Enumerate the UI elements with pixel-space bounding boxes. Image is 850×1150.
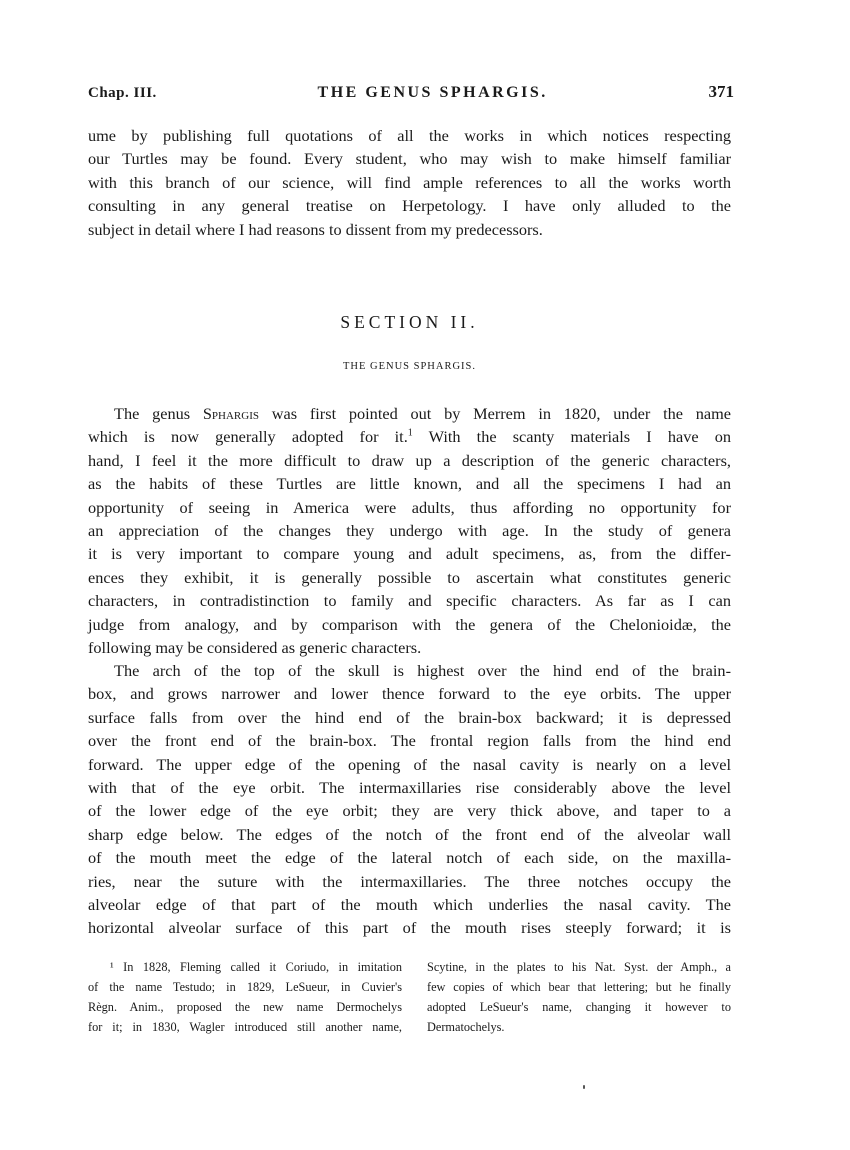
text-line: our Turtles may be found. Every student, who may wish to make himself familiar (88, 149, 731, 169)
text-line: over the front end of the brain-box. The frontal region falls from the hind end (88, 731, 731, 751)
footnote-line: Scytine, in the plates to his Nat. Syst. der Amph., a (427, 960, 731, 974)
text-line: as the habits of these Turtles are little known, and all the specimens I had an (88, 474, 731, 494)
text-line (88, 402, 731, 425)
text-line: surface falls from over the hind end of the brain-box backward; it is depressed (88, 707, 731, 727)
text-line: ries, near the suture with the intermaxillaries. The three notches occupy the (88, 871, 731, 891)
text-line: alveolar edge of that part of the mouth which underlies the nasal cavity. The (88, 894, 731, 914)
text-line: characters, in contradistinction to family and specific characters. As far as I can (88, 591, 731, 611)
text-line: with this branch of our science, will find ample references to all the works worth (88, 172, 731, 192)
text-line: subject in detail where I had reasons to dissent from my predecessors. (88, 219, 543, 239)
footnote-line: Dermatochelys. (427, 1020, 505, 1034)
text-line: with that of the eye orbit. The intermaxillaries rise considerably above the level (88, 777, 731, 797)
text-run: which is now generally adopted for it. (88, 427, 408, 447)
text-line: sharp edge below. The edges of the notch of the front end of the alveolar wall (88, 824, 731, 844)
genus-name: Sphargis (202, 404, 259, 423)
footnote-line: ¹ In 1828, Fleming called it Coriudo, in imitation (110, 960, 402, 974)
text-run: The genus (114, 404, 203, 423)
footnote-line: few copies of which bear that lettering; but he finally (427, 980, 731, 994)
section-heading: SECTION II. (340, 312, 479, 332)
text-line: opportunity of seeing in America were adults, thus affording no opportunity for (88, 497, 731, 517)
footnote-column-left (88, 957, 402, 1037)
footnote-column-right (417, 957, 731, 1037)
text-line: horizontal alveolar surface of this part of the mouth rises steeply forward; it is (88, 918, 731, 938)
text-line: box, and grows narrower and lower thence forward to the eye orbits. The upper (88, 684, 731, 704)
footnote-line: of the name Testudo; in 1829, LeSueur, in Cuvier's (88, 980, 402, 994)
paragraph-continued (88, 124, 731, 241)
page-number: 371 (708, 82, 734, 101)
text-line: hand, I feel it the more difficult to draw up a description of the generic characters, (88, 450, 731, 470)
footnote-marker: 1 (407, 427, 413, 439)
text-line: an appreciation of the changes they undergo with age. In the study of genera (88, 520, 731, 540)
paragraph-genus (88, 402, 731, 659)
text-line: it is very important to compare young and adult specimens, as, from the differ- (88, 544, 731, 564)
footnote-line: Règn. Anim., proposed the new name Dermochelys (88, 1000, 402, 1014)
text-run: was first pointed out by Merrem in 1820, under the name (258, 404, 731, 423)
print-speck (583, 1085, 585, 1089)
footnote-line: adopted LeSueur's name, changing it however to (427, 1000, 731, 1014)
text-line: of the mouth meet the edge of the lateral notch of each side, on the maxilla- (88, 848, 731, 868)
section-subheading: THE GENUS SPHARGIS. (342, 361, 477, 372)
text-line: ences they exhibit, it is generally possible to ascertain what constitutes generic (88, 567, 731, 587)
text-line: of the lower edge of the eye orbit; they are very thick above, and taper to a (88, 801, 731, 821)
text-line: ume by publishing full quotations of all the works in which notices respecting (88, 126, 731, 145)
footnote-line: for it; in 1830, Wagler introduced still another name, (88, 1020, 402, 1034)
text-line: following may be considered as generic characters. (88, 637, 422, 657)
text-run: With the scanty materials I have on (412, 427, 731, 447)
running-head (88, 82, 734, 102)
text-line (88, 425, 731, 448)
running-title: THE GENUS SPHARGIS. (317, 84, 548, 101)
text-line: consulting in any general treatise on Herpetology. I have only alluded to the (88, 196, 731, 216)
text-line: judge from analogy, and by comparison with the genera of the Chelonioidæ, the (88, 614, 731, 634)
paragraph-skull (88, 659, 731, 940)
chapter-label: Chap. III. (88, 85, 157, 101)
text-line: The arch of the top of the skull is highest over the hind end of the brain- (114, 661, 731, 680)
footnote (88, 957, 731, 1037)
text-line: forward. The upper edge of the opening of the nasal cavity is nearly on a level (88, 754, 731, 774)
